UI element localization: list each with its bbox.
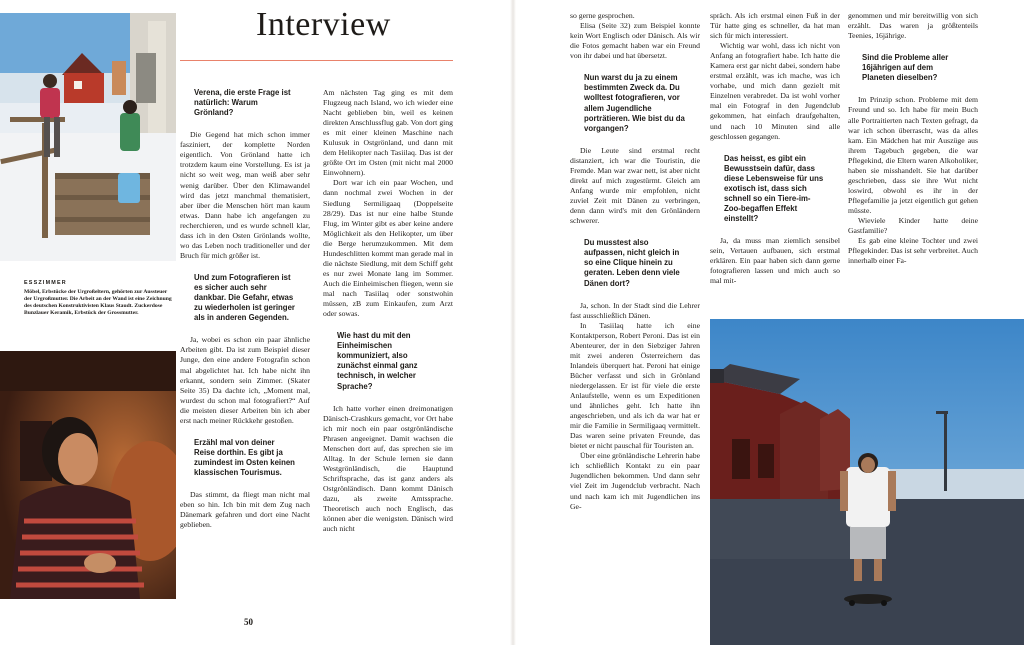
photo-caption: Möbel, Erbstücke der Urgroßeltern, gehörten zur Aussteuer der Urgroßmutter. Die Arbeit an der Wand ist eine Zeichnung des deutschen Konstruktivisten Klaus Staudt. Zuckerdose Bunzlauer Keramik, Erbstück der Grossmutter. — [24, 289, 172, 317]
interview-question: Erzähl mal von deiner Reise dorthin. Es gibt ja zumindest im Osten keinen klassischen Tourismus. — [194, 437, 295, 478]
interview-paragraph: Elisa (Seite 32) zum Beispiel konnte kein Wort Englisch oder Dänisch. Als wir die Fotos gemacht haben war ein Freund von ihr dabei und hat übersetzt. — [570, 21, 700, 61]
interview-paragraph: Die Leute sind erstmal recht distanziert, ich war die Touristin, die Fremde. Man war zwar nett, ist aber nicht direkt auf mich zugestürmt. Gleich am Anfang wurde mir empfohlen, nicht zuviel Zeit mit Dänen zu verbringen, denn dann wird's mit den Grönländern schwerer. — [570, 145, 700, 226]
interview-question: Du musstest also aufpassen, nicht gleich in so eine Clique hinein zu geraten. Leben denn viele Dänen dort? — [584, 238, 680, 288]
photo-girls-on-wooden-stairs-icon — [0, 13, 176, 261]
interview-question: Sind die Probleme aller 16jährigen auf dem Planeten dieselben? — [862, 53, 949, 83]
interview-question: Wie hast du mit den Einheimischen kommuniziert, also zunächst einmal ganz technisch, in welcher Sprache? — [337, 331, 418, 391]
interview-paragraph: Ich hatte vorher einen dreimonatigen Dänisch-Crashkurs gemacht, vor Ort habe ich mir noch ein paar ostgrönländische Phrasen angeeignet. Damit wachsen die Menschen dort auf, das sprechen sie im Alltag. In der Schule lernen sie dann Westgrönländisch, die Hauptund Schriftsprache, das ist ganz anders als Ostgrönländisch. Dann kommt Dänisch dazu, als zweite Amtssprache. Theoretisch auch noch Englisch, das können aber die wenigsten. Dänisch wird auch nicht — [323, 403, 453, 534]
photo-right — [710, 319, 1024, 645]
text-column-2 — [323, 88, 453, 534]
page-number: 50 — [244, 617, 253, 627]
interview-paragraph: Über eine grönländische Lehrerin habe ich schließlich Kontakt zu ein paar Jugendlichen bekommen. Und dann sehr viel Zeit im Jugendclub verbracht. Nach und nach kam ich mit Jugendlichen ins Ge- — [570, 451, 700, 511]
interview-paragraph: Wieviele Kinder hatte deine Gastfamilie? — [848, 215, 978, 236]
title-rule — [180, 60, 453, 61]
page-gutter — [510, 0, 516, 645]
interview-question: Und zum Fotografieren ist es sicher auch sehr dankbar. Die Gefahr, etwas zu wiederholen ist geringer als in anderen Gegenden. — [194, 272, 295, 323]
photo-bottom-left — [0, 351, 176, 599]
text-column-4 — [710, 11, 840, 287]
text-column-5 — [848, 11, 978, 266]
interview-paragraph: Im Prinzip schon. Probleme mit dem Freund und so. Ich habe für mein Buch alle Portraitierten nach Texten gefragt, da war ich schon überrascht, was da alles kam. Ein Mädchen hat mir Auszüge aus ihrem Tagebuch gegeben, die war Pflegekind, die Eltern waren Alkoholiker, haben sie misshandelt. Sie hat darüber geschrieben, dass sie ihre Wut nicht loswird, obwohl es ihr in der Pflegefamilie ja jetzt eigentlich gut gehen müsste. — [848, 95, 978, 215]
interview-paragraph: Ja, da muss man ziemlich sensibel sein, Vertauen aufbauen, sich erstmal erklären. Ein paar haben sich dann gerne fotografieren lassen und mich auch so mal mit- — [710, 236, 840, 286]
interview-paragraph: Es gab eine kleine Tochter und zwei Pflegekinder. Das ist sehr verbreitet. Auch innerhalb einer Fa- — [848, 236, 979, 266]
interview-question: Das heisst, es gibt ein Bewusstsein dafür, dass diese Lebensweise für uns exotisch ist, dass sich schnell so ein Tiere-im-Zoo-begaffen Effekt einstellt? — [724, 153, 824, 224]
text-column-3 — [570, 11, 700, 512]
interview-paragraph: Ja, schon. In der Stadt sind die Lehrer fast ausschließlich Dänen. — [570, 300, 700, 320]
interview-question: Verena, die erste Frage ist natürlich: Warum Grönland? — [194, 88, 291, 118]
interview-paragraph: Am nächsten Tag ging es mit dem Flugzeug nach Island, wo ich wieder eine Nacht geblieben bin, weil es keinen direkten Anschlussflug gab. Von dort ging es mit einer kleinen Maschine nach Kulusuk in Ostgrönland, und dann mit dem Helikopter nach Tasiilaq. Das ist der größte Ort im Osten (mit nicht mal 2000 Einwohnern). — [323, 88, 453, 178]
text-column-1 — [180, 88, 310, 530]
interview-paragraph: Dort war ich ein paar Wochen, und dann nochmal zwei Wochen in der Siedlung Sermiligaaq (Doppelseite 28/29). Das ist nur eine halbe Stunde Flug, im Winter gibt es aber keine andere Möglichkeit als den Helikopter, um über die Berge herumzukommen. Mit dem Hundeschlitten kommt man gerade mal in die nächste Siedlung, mit dem Schiff geht es nur zwei Monate lang im Sommer. Auch die Einheimischen fliegen, wenn sie mal nach Tasiilaq oder sonstwohin müssen, zB zum Einkaufen, zum Arzt oder sowas. — [323, 178, 453, 319]
interview-question: Nun warst du ja zu einem bestimmten Zweck da. Du wolltest fotografieren, vor allem Jugendliche porträtieren. Wie bist du da vorgangen? — [584, 73, 685, 133]
interview-paragraph: Wichtig war wohl, dass ich nicht von Anfang an fotografiert habe. Ich hatte die Kamera erst gar nicht dabei, sondern habe erstmal erzählt, was ich mache, was ich vorhabe, und mich dann gezielt mit Einzelnen verabredet. Da ist wohl vorher mal ein Fotograf in den Jugendclub gekommen, hat einfach draufgehalten, und nach 10 Minuten sind alle geschlossen gegangen. — [710, 41, 840, 141]
interview-paragraph: spräch. Als ich erstmal einen Fuß in der Tür hatte ging es schneller, da hat man sich für mich interessiert. — [710, 11, 840, 41]
interview-paragraph: Ja, wobei es schon ein paar ähnliche Arbeiten gibt. Da ist zum Beispiel dieser Junge, den eine andere Fotografin schon mal abgelichtet hat. Ich habe nicht ihn erkannt, sondern sein Zimmer. (Skater Seite 35) Da dachte ich, „Moment mal, wurdest du schon mal fotografiert?“ Auf die meisten dieser Arbeiten bin ich aber erst nach meiner Rückkehr gestoßen. — [180, 335, 310, 425]
photo-top-left — [0, 13, 176, 261]
page-title: Interview — [256, 6, 391, 43]
interview-paragraph: Das stimmt, da fliegt man nicht mal eben so hin. Ich bin mit dem Zug nach Dänemark gefahren und dort eine Nacht geblieben. — [180, 490, 310, 530]
interview-paragraph: In Tasiilaq hatte ich eine Kontaktperson, Robert Peroni. Das ist ein Abenteurer, der in den Siebziger Jahren mit zwei anderen Österreichern das Inlandeis überquert hat. Peroni hat einige Bücher verfasst und sich in Grönland niedergelassen. Er ist für viele die erste Anlaufstelle, wenn es um Expeditionen und ähnliches geht. Ich hatte ihn angeschrieben, und als ich da war hat er mir die Familie in Sermiligaaq vermittelt. Das waren seine privaten Freunde, das bietet er nicht pauschal für Touristen an. — [570, 320, 700, 451]
interview-paragraph: Die Gegend hat mich schon immer fasziniert, der komplette Norden eigentlich. Von Grönland hatte ich trotzdem kaum eine Vorstellung. Es ist ja nicht so weit weg, man weiß aber sehr wenig darüber. Über den Klimawandel wird das jetzt manchmal thematisiert, aber über die Menschen hört man kaum etwas. Dann habe ich angefangen zu recherchieren, und es wurde schnell klar, dass ich in den Osten Grönlands wollte, wo das Leben noch traditioneller und der Bruch für mich größer ist. — [180, 130, 310, 260]
interview-paragraph: genommen und mir bereitwillig von sich erzählt. Das waren ja größtenteils Teenies, 16jährige. — [848, 11, 978, 41]
photo-smiling-girl-portrait-icon — [0, 351, 176, 599]
photo-boy-with-skateboard-icon — [710, 319, 1024, 645]
caption-kicker: ESSZIMMER — [24, 280, 67, 286]
interview-paragraph: so gerne gesprochen. — [570, 11, 635, 20]
